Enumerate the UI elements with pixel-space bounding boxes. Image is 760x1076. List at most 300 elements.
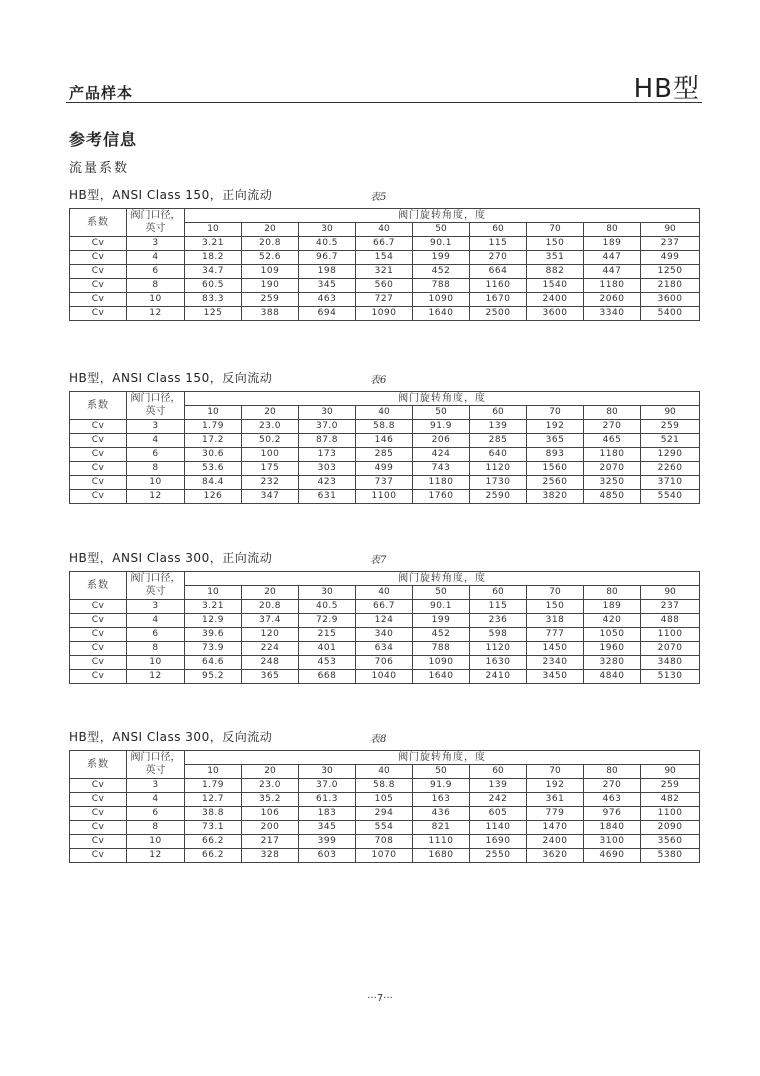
value-cell: 3280 [584, 656, 641, 670]
value-cell: 3.21 [185, 237, 242, 251]
value-cell: 1120 [470, 642, 527, 656]
value-cell: 173 [299, 448, 356, 462]
value-cell: 190 [242, 279, 299, 293]
header-model: HB型 [633, 74, 700, 104]
angle-cell: 70 [527, 223, 584, 237]
value-cell: 237 [641, 237, 700, 251]
value-cell: 87.8 [299, 434, 356, 448]
value-cell: 1640 [413, 307, 470, 321]
value-cell: 73.9 [185, 642, 242, 656]
size-cell: 12 [127, 670, 185, 684]
value-cell: 115 [470, 600, 527, 614]
table-row [70, 293, 700, 307]
value-cell: 1690 [470, 835, 527, 849]
table-caption-row [69, 728, 699, 750]
value-cell: 465 [584, 434, 641, 448]
value-cell: 5380 [641, 849, 700, 863]
angle-row [70, 406, 700, 420]
size-cell: 10 [127, 476, 185, 490]
size-cell: 3 [127, 600, 185, 614]
table-number: 表5 [370, 192, 387, 203]
size-cell: 12 [127, 490, 185, 504]
value-cell: 345 [299, 279, 356, 293]
value-cell: 37.0 [299, 420, 356, 434]
table-caption: HB型，ANSI Class 150，正向流动 [69, 188, 273, 202]
value-cell: 215 [299, 628, 356, 642]
value-cell: 150 [527, 237, 584, 251]
value-cell: 1.79 [185, 779, 242, 793]
value-cell: 706 [356, 656, 413, 670]
table-caption-row [69, 186, 699, 208]
value-cell: 100 [242, 448, 299, 462]
value-cell: 259 [242, 293, 299, 307]
value-cell: 285 [356, 448, 413, 462]
coef-cell: Cv [70, 279, 127, 293]
value-cell: 106 [242, 807, 299, 821]
coef-header: 系数 [70, 751, 127, 779]
size-cell: 6 [127, 807, 185, 821]
value-cell: 5400 [641, 307, 700, 321]
value-cell: 788 [413, 642, 470, 656]
value-cell: 2060 [584, 293, 641, 307]
value-cell: 270 [584, 420, 641, 434]
angle-cell: 30 [299, 406, 356, 420]
value-cell: 270 [470, 251, 527, 265]
value-cell: 694 [299, 307, 356, 321]
table-number: 表7 [370, 555, 387, 566]
angle-header: 阀门旋转角度，度 [185, 209, 700, 223]
value-cell: 53.6 [185, 462, 242, 476]
value-cell: 1180 [413, 476, 470, 490]
value-cell: 183 [299, 807, 356, 821]
value-cell: 1450 [527, 642, 584, 656]
coef-cell: Cv [70, 293, 127, 307]
coef-cell: Cv [70, 476, 127, 490]
value-cell: 1560 [527, 462, 584, 476]
coef-header: 系数 [70, 572, 127, 600]
value-cell: 882 [527, 265, 584, 279]
value-cell: 34.7 [185, 265, 242, 279]
value-cell: 115 [470, 237, 527, 251]
table-row [70, 656, 700, 670]
coef-cell: Cv [70, 670, 127, 684]
value-cell: 1540 [527, 279, 584, 293]
value-cell: 91.9 [413, 420, 470, 434]
size-cell: 3 [127, 420, 185, 434]
size-cell: 4 [127, 251, 185, 265]
flow-table-block [69, 369, 699, 504]
value-cell: 224 [242, 642, 299, 656]
value-cell: 20.8 [242, 600, 299, 614]
header-row [70, 751, 700, 765]
coef-cell: Cv [70, 628, 127, 642]
value-cell: 50.2 [242, 434, 299, 448]
value-cell: 248 [242, 656, 299, 670]
angle-cell: 70 [527, 586, 584, 600]
angle-cell: 40 [356, 586, 413, 600]
value-cell: 668 [299, 670, 356, 684]
coef-cell: Cv [70, 448, 127, 462]
angle-cell: 30 [299, 223, 356, 237]
page-number: ···7··· [367, 993, 393, 1004]
size-cell: 8 [127, 642, 185, 656]
value-cell: 232 [242, 476, 299, 490]
value-cell: 200 [242, 821, 299, 835]
value-cell: 40.5 [299, 237, 356, 251]
value-cell: 4850 [584, 490, 641, 504]
angle-cell: 50 [413, 586, 470, 600]
value-cell: 3600 [641, 293, 700, 307]
value-cell: 3.21 [185, 600, 242, 614]
section-subtitle: 流量系数 [69, 161, 130, 176]
table-row [70, 448, 700, 462]
angle-cell: 60 [470, 765, 527, 779]
value-cell: 452 [413, 628, 470, 642]
size-header: 阀门口径， [127, 392, 185, 406]
value-cell: 3100 [584, 835, 641, 849]
angle-cell: 90 [641, 223, 700, 237]
table-row [70, 793, 700, 807]
angle-cell: 30 [299, 765, 356, 779]
table-row [70, 807, 700, 821]
value-cell: 743 [413, 462, 470, 476]
value-cell: 436 [413, 807, 470, 821]
table-row [70, 849, 700, 863]
flow-table-block [69, 186, 699, 321]
value-cell: 40.5 [299, 600, 356, 614]
angle-cell: 40 [356, 223, 413, 237]
value-cell: 1120 [470, 462, 527, 476]
coef-cell: Cv [70, 251, 127, 265]
header-row [70, 392, 700, 406]
value-cell: 1090 [413, 656, 470, 670]
table-number: 表6 [370, 375, 387, 386]
value-cell: 237 [641, 600, 700, 614]
value-cell: 2070 [641, 642, 700, 656]
value-cell: 285 [470, 434, 527, 448]
value-cell: 631 [299, 490, 356, 504]
value-cell: 737 [356, 476, 413, 490]
table-row [70, 420, 700, 434]
value-cell: 1250 [641, 265, 700, 279]
value-cell: 5130 [641, 670, 700, 684]
value-cell: 95.2 [185, 670, 242, 684]
angle-cell: 20 [242, 586, 299, 600]
angle-cell: 50 [413, 223, 470, 237]
value-cell: 3620 [527, 849, 584, 863]
angle-cell: 60 [470, 406, 527, 420]
value-cell: 3710 [641, 476, 700, 490]
size-header: 阀门口径， [127, 751, 185, 765]
value-cell: 2500 [470, 307, 527, 321]
angle-cell: 80 [584, 586, 641, 600]
coef-cell: Cv [70, 420, 127, 434]
value-cell: 259 [641, 779, 700, 793]
table-number: 表8 [370, 734, 387, 745]
angle-cell: 10 [185, 223, 242, 237]
value-cell: 154 [356, 251, 413, 265]
value-cell: 453 [299, 656, 356, 670]
table-row [70, 307, 700, 321]
value-cell: 18.2 [185, 251, 242, 265]
value-cell: 488 [641, 614, 700, 628]
value-cell: 192 [527, 420, 584, 434]
table-row [70, 279, 700, 293]
value-cell: 2090 [641, 821, 700, 835]
value-cell: 463 [299, 293, 356, 307]
value-cell: 66.7 [356, 237, 413, 251]
value-cell: 58.8 [356, 779, 413, 793]
table-caption: HB型，ANSI Class 300，正向流动 [69, 551, 273, 565]
table-row [70, 434, 700, 448]
value-cell: 1630 [470, 656, 527, 670]
value-cell: 30.6 [185, 448, 242, 462]
value-cell: 206 [413, 434, 470, 448]
value-cell: 1680 [413, 849, 470, 863]
value-cell: 1090 [356, 307, 413, 321]
value-cell: 1760 [413, 490, 470, 504]
angle-cell: 80 [584, 406, 641, 420]
value-cell: 499 [641, 251, 700, 265]
size-header-unit: 英寸 [127, 586, 185, 600]
flow-coefficient-table [69, 391, 700, 504]
value-cell: 198 [299, 265, 356, 279]
coef-cell: Cv [70, 490, 127, 504]
value-cell: 1180 [584, 279, 641, 293]
value-cell: 321 [356, 265, 413, 279]
angle-cell: 20 [242, 406, 299, 420]
value-cell: 1070 [356, 849, 413, 863]
value-cell: 634 [356, 642, 413, 656]
angle-cell: 70 [527, 406, 584, 420]
value-cell: 189 [584, 237, 641, 251]
value-cell: 90.1 [413, 237, 470, 251]
angle-cell: 40 [356, 765, 413, 779]
value-cell: 2070 [584, 462, 641, 476]
size-header-unit: 英寸 [127, 223, 185, 237]
value-cell: 664 [470, 265, 527, 279]
value-cell: 270 [584, 779, 641, 793]
value-cell: 1110 [413, 835, 470, 849]
size-cell: 4 [127, 793, 185, 807]
value-cell: 189 [584, 600, 641, 614]
value-cell: 2180 [641, 279, 700, 293]
table-row [70, 476, 700, 490]
value-cell: 1470 [527, 821, 584, 835]
coef-cell: Cv [70, 849, 127, 863]
size-cell: 8 [127, 279, 185, 293]
value-cell: 66.7 [356, 600, 413, 614]
angle-cell: 40 [356, 406, 413, 420]
size-cell: 6 [127, 628, 185, 642]
value-cell: 20.8 [242, 237, 299, 251]
angle-cell: 60 [470, 586, 527, 600]
table-row [70, 614, 700, 628]
table-caption: HB型，ANSI Class 150，反向流动 [69, 371, 273, 385]
table-row [70, 835, 700, 849]
value-cell: 598 [470, 628, 527, 642]
value-cell: 105 [356, 793, 413, 807]
value-cell: 5540 [641, 490, 700, 504]
value-cell: 788 [413, 279, 470, 293]
value-cell: 2550 [470, 849, 527, 863]
size-cell: 8 [127, 821, 185, 835]
value-cell: 2400 [527, 293, 584, 307]
value-cell: 1730 [470, 476, 527, 490]
angle-header: 阀门旋转角度，度 [185, 751, 700, 765]
value-cell: 23.0 [242, 420, 299, 434]
value-cell: 1100 [641, 807, 700, 821]
value-cell: 199 [413, 251, 470, 265]
value-cell: 150 [527, 600, 584, 614]
value-cell: 12.7 [185, 793, 242, 807]
value-cell: 401 [299, 642, 356, 656]
value-cell: 821 [413, 821, 470, 835]
coef-cell: Cv [70, 656, 127, 670]
value-cell: 351 [527, 251, 584, 265]
angle-cell: 10 [185, 586, 242, 600]
value-cell: 424 [413, 448, 470, 462]
value-cell: 199 [413, 614, 470, 628]
value-cell: 447 [584, 265, 641, 279]
value-cell: 777 [527, 628, 584, 642]
angle-cell: 20 [242, 223, 299, 237]
flow-coefficient-table [69, 208, 700, 321]
angle-row [70, 223, 700, 237]
value-cell: 779 [527, 807, 584, 821]
value-cell: 1090 [413, 293, 470, 307]
value-cell: 91.9 [413, 779, 470, 793]
section-title: 参考信息 [69, 130, 138, 149]
angle-header: 阀门旋转角度，度 [185, 572, 700, 586]
coef-header: 系数 [70, 209, 127, 237]
value-cell: 1100 [641, 628, 700, 642]
value-cell: 83.3 [185, 293, 242, 307]
value-cell: 347 [242, 490, 299, 504]
value-cell: 4840 [584, 670, 641, 684]
header-row [70, 572, 700, 586]
value-cell: 560 [356, 279, 413, 293]
value-cell: 447 [584, 251, 641, 265]
coef-header: 系数 [70, 392, 127, 420]
table-row [70, 642, 700, 656]
table-row [70, 670, 700, 684]
value-cell: 125 [185, 307, 242, 321]
value-cell: 37.4 [242, 614, 299, 628]
flow-table-block [69, 549, 699, 684]
flow-coefficient-table [69, 750, 700, 863]
coef-cell: Cv [70, 600, 127, 614]
value-cell: 294 [356, 807, 413, 821]
size-cell: 6 [127, 265, 185, 279]
value-cell: 1840 [584, 821, 641, 835]
value-cell: 365 [242, 670, 299, 684]
value-cell: 388 [242, 307, 299, 321]
angle-row [70, 765, 700, 779]
angle-cell: 90 [641, 765, 700, 779]
value-cell: 1050 [584, 628, 641, 642]
value-cell: 61.3 [299, 793, 356, 807]
value-cell: 1180 [584, 448, 641, 462]
value-cell: 2340 [527, 656, 584, 670]
table-row [70, 779, 700, 793]
coef-cell: Cv [70, 793, 127, 807]
value-cell: 499 [356, 462, 413, 476]
value-cell: 605 [470, 807, 527, 821]
size-cell: 3 [127, 237, 185, 251]
value-cell: 708 [356, 835, 413, 849]
coef-cell: Cv [70, 642, 127, 656]
size-cell: 4 [127, 434, 185, 448]
value-cell: 12.9 [185, 614, 242, 628]
coef-cell: Cv [70, 821, 127, 835]
header-row [70, 209, 700, 223]
table-row [70, 821, 700, 835]
value-cell: 893 [527, 448, 584, 462]
value-cell: 139 [470, 420, 527, 434]
angle-cell: 90 [641, 586, 700, 600]
value-cell: 463 [584, 793, 641, 807]
size-cell: 8 [127, 462, 185, 476]
value-cell: 124 [356, 614, 413, 628]
header-title: 产品样本 [69, 84, 134, 102]
value-cell: 482 [641, 793, 700, 807]
size-header-unit: 英寸 [127, 765, 185, 779]
angle-cell: 50 [413, 765, 470, 779]
value-cell: 84.4 [185, 476, 242, 490]
value-cell: 192 [527, 779, 584, 793]
value-cell: 365 [527, 434, 584, 448]
value-cell: 2400 [527, 835, 584, 849]
value-cell: 217 [242, 835, 299, 849]
value-cell: 1160 [470, 279, 527, 293]
value-cell: 976 [584, 807, 641, 821]
value-cell: 361 [527, 793, 584, 807]
size-header: 阀门口径， [127, 209, 185, 223]
coef-cell: Cv [70, 265, 127, 279]
coef-cell: Cv [70, 807, 127, 821]
coef-cell: Cv [70, 434, 127, 448]
angle-row [70, 586, 700, 600]
value-cell: 340 [356, 628, 413, 642]
size-header: 阀门口径， [127, 572, 185, 586]
size-cell: 12 [127, 849, 185, 863]
value-cell: 17.2 [185, 434, 242, 448]
value-cell: 52.6 [242, 251, 299, 265]
coef-cell: Cv [70, 462, 127, 476]
value-cell: 72.9 [299, 614, 356, 628]
value-cell: 423 [299, 476, 356, 490]
value-cell: 399 [299, 835, 356, 849]
value-cell: 139 [470, 779, 527, 793]
value-cell: 66.2 [185, 835, 242, 849]
value-cell: 4690 [584, 849, 641, 863]
table-row [70, 628, 700, 642]
value-cell: 2560 [527, 476, 584, 490]
angle-cell: 80 [584, 765, 641, 779]
value-cell: 90.1 [413, 600, 470, 614]
table-caption: HB型，ANSI Class 300，反向流动 [69, 730, 273, 744]
value-cell: 1960 [584, 642, 641, 656]
header-divider [66, 102, 702, 103]
coef-cell: Cv [70, 237, 127, 251]
value-cell: 2410 [470, 670, 527, 684]
value-cell: 259 [641, 420, 700, 434]
coef-cell: Cv [70, 614, 127, 628]
value-cell: 2260 [641, 462, 700, 476]
value-cell: 236 [470, 614, 527, 628]
value-cell: 60.5 [185, 279, 242, 293]
